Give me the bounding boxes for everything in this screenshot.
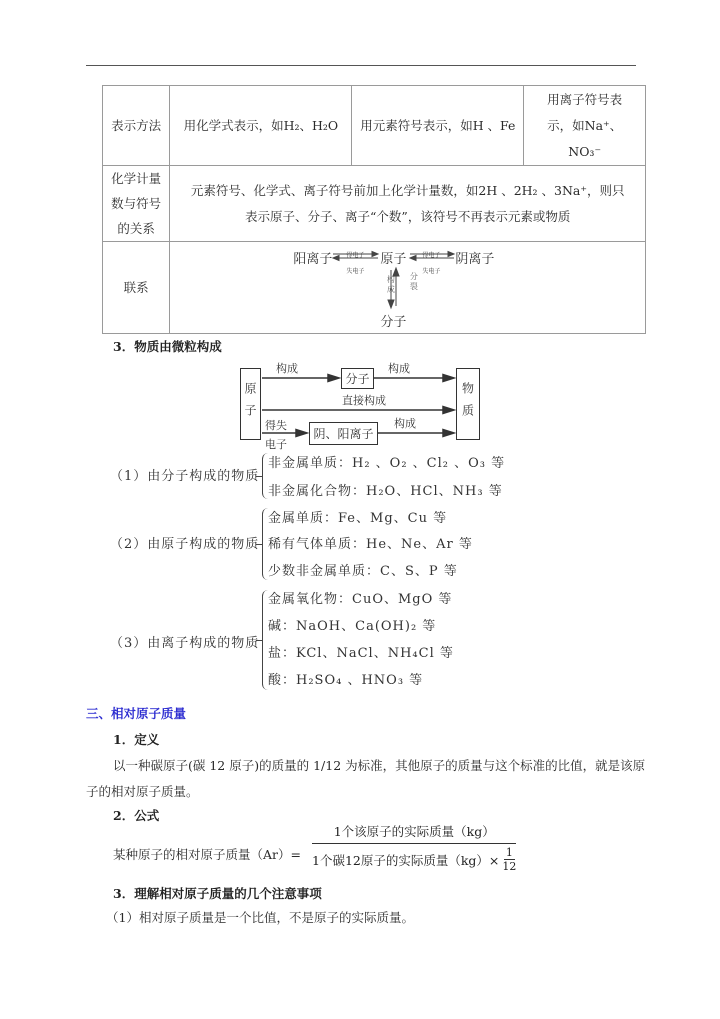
split-label: 分裂 (409, 272, 419, 292)
group-label: （3）由离子构成的物质 (110, 636, 260, 651)
group-label: （2）由原子构成的物质 (110, 537, 260, 552)
row-head-relation: 联系 (103, 242, 170, 334)
ion-line-2: 示，如Na⁺、 (547, 117, 623, 133)
lose-electron-label-2: 失电子 (422, 268, 441, 275)
group-item: 少数非金属单质：C、S、P 等 (268, 564, 458, 579)
compose-label-3: 构成 (394, 417, 416, 430)
atom-box-label: 原子 (243, 382, 257, 426)
cell-molecule-representation: 用化学式表示，如H₂、H₂O (170, 86, 352, 166)
formula-fraction (312, 822, 516, 873)
electron-label: 电子 (265, 438, 287, 451)
ion-line-3: NO₃⁻ (568, 143, 602, 159)
comparison-table (102, 85, 646, 334)
formula-title: 2．公式 (113, 808, 160, 823)
matter-box-label: 物质 (460, 382, 475, 426)
definition-line-2: 子的相对原子质量。 (86, 784, 199, 799)
cell-coefficient-text (170, 166, 646, 242)
atom-box (240, 368, 261, 440)
ion-line-1: 用离子符号表 (547, 91, 623, 107)
ions-box: 阴、阳离子 (309, 422, 378, 445)
relation-diagram (170, 242, 645, 333)
direct-compose-label: 直接构成 (342, 394, 386, 407)
header-rule (86, 65, 636, 66)
compose-label-2: 构成 (388, 362, 410, 375)
group-item: 酸：H₂SO₄ 、HNO₃ 等 (268, 673, 424, 688)
cation-label: 阳离子 (293, 252, 333, 267)
gain-lose-label: 得失 (265, 419, 287, 432)
group-item: 非金属化合物：H₂O、HCl、NH₃ 等 (268, 484, 503, 499)
coefficient-line-1: 元素符号、化学式、离子符号前加上化学计量数，如2H 、2H₂ 、3Na⁺，则只 (190, 182, 625, 198)
table-row (103, 166, 646, 242)
formula-numerator: 1个该原子的实际质量（kg） (312, 822, 516, 844)
row-head-line: 化学计量 (111, 171, 162, 186)
molecule-box: 分子 (341, 368, 374, 389)
compose-label-1: 构成 (276, 362, 298, 375)
one-twelfth-fraction (502, 846, 516, 873)
cell-relation-diagram (170, 242, 646, 334)
definition-line-1: 以一种碳原子(碳 12 原子)的质量的 1/12 为标准，其他原子的质量与这个标准的比值，就是该原 (113, 758, 646, 773)
anion-label: 阴离子 (455, 252, 495, 267)
group-item: 稀有气体单质：He、Ne、Ar 等 (268, 537, 473, 552)
table-row (103, 242, 646, 334)
group-label: （1）由分子构成的物质 (110, 469, 260, 484)
notes-title: 3．理解相对原子质量的几个注意事项 (113, 886, 322, 901)
section-title-particles: 3．物质由微粒构成 (113, 339, 222, 354)
cell-ion-representation (524, 86, 646, 166)
row-head-representation: 表示方法 (103, 86, 170, 166)
row-head-line: 数与符号 (111, 196, 162, 211)
mini-denominator: 12 (502, 860, 517, 873)
cell-atom-representation: 用元素符号表示，如H 、Fe (352, 86, 524, 166)
particle-flow-diagram (238, 360, 488, 450)
group-item: 碱：NaOH、Ca(OH)₂ 等 (268, 619, 437, 634)
row-head-coefficient (103, 166, 170, 242)
formula-lhs: 某种原子的相对原子质量（Ar）= (113, 847, 301, 862)
section-heading-relative-atomic-mass: 三、相对原子质量 (86, 706, 187, 721)
group-item: 非金属单质：H₂ 、O₂ 、Cl₂ 、O₃ 等 (268, 456, 506, 471)
row-head-line: 的关系 (117, 221, 155, 236)
group-item: 盐：KCl、NaCl、NH₄Cl 等 (268, 646, 454, 661)
lose-electron-label: 失电子 (346, 268, 365, 275)
table-row (103, 86, 646, 166)
definition-title: 1．定义 (113, 732, 160, 747)
mini-numerator: 1 (505, 846, 513, 859)
group-item: 金属单质：Fe、Mg、Cu 等 (268, 511, 448, 526)
gain-electron-label-2: 得电子 (422, 252, 441, 259)
compose-label: 构成 (386, 275, 396, 295)
atom-label: 原子 (380, 252, 407, 267)
coefficient-line-2: 表示原子、分子、离子“个数”，该符号不再表示元素或物质 (245, 208, 571, 224)
gain-electron-label: 得电子 (346, 252, 365, 259)
molecule-label: 分子 (380, 315, 407, 330)
formula-denominator (312, 844, 516, 873)
group-item: 金属氧化物：CuO、MgO 等 (268, 592, 453, 607)
formula-denominator-text: 1个碳12原子的实际质量（kg）× (312, 852, 500, 868)
matter-box (456, 368, 480, 440)
note-1: （1）相对原子质量是一个比值，不是原子的实际质量。 (106, 910, 414, 925)
